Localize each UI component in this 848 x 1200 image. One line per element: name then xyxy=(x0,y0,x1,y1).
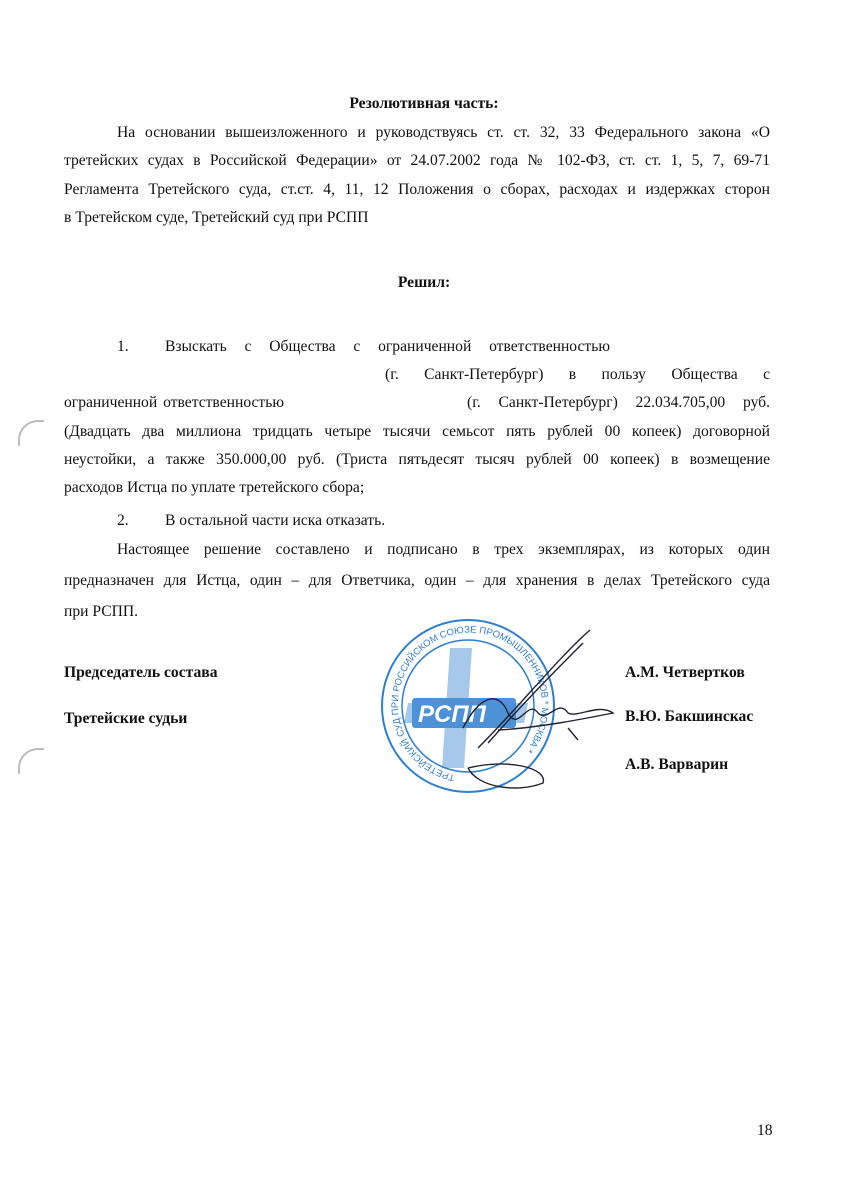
intro-line: На основании вышеизложенного и руководствуясь ст. ст. 32, 33 Федерального закона «О xyxy=(117,124,770,141)
signatory-name: А.В. Варварин xyxy=(625,756,729,773)
svg-text:ТРЕТЕЙСКИЙ СУД ПРИ РОССИЙСКОМ: ТРЕТЕЙСКИЙ СУД ПРИ РОССИЙСКОМ СОЮЗЕ ПРОМЫШЛЕННИКОВ * МОСКВА * xyxy=(389,624,551,783)
section-title: Резолютивная часть: xyxy=(349,95,499,112)
item-number: 1. xyxy=(117,338,129,355)
page-number: 18 xyxy=(757,1122,773,1139)
signatory-name: В.Ю. Бакшинскас xyxy=(625,708,754,725)
chair-label: Председатель состава xyxy=(64,664,218,681)
item1-line: (Двадцать два миллиона тридцать четыре тысячи семьсот пять рублей 00 копеек) договорной xyxy=(64,423,770,440)
closing-line: при РСПП. xyxy=(64,603,139,620)
closing-line: Настоящее решение составлено и подписано в трех экземплярах, из которых один xyxy=(117,541,770,558)
scan-punch-mark xyxy=(18,420,44,446)
scan-punch-mark xyxy=(18,748,44,774)
decided-title: Решил: xyxy=(397,274,451,291)
intro-line: в Третейском суде, Третейский суд при РСПП xyxy=(64,209,369,226)
intro-line: Регламента Третейского суда, ст.ст. 4, 11, 12 Положения о сборах, расходах и издержках сторон xyxy=(64,181,770,198)
item1-line: ограниченной ответственностью xyxy=(64,394,285,411)
item1-line: (г. Санкт-Петербург) 22.034.705,00 руб. xyxy=(467,394,770,411)
item1-line: Взыскать с Общества с ограниченной ответственностью xyxy=(165,338,610,355)
svg-text:РСПП: РСПП xyxy=(418,701,486,728)
item2-text: В остальной части иска отказать. xyxy=(165,512,386,529)
judges-label: Третейские судьи xyxy=(64,710,188,727)
intro-line: третейских судах в Российской Федерации» от 24.07.2002 года № 102-ФЗ, ст. ст. 1, 5, 7, 69-71 xyxy=(64,152,770,169)
item-number: 2. xyxy=(117,512,129,529)
signatory-name: А.М. Четвертков xyxy=(625,664,745,681)
item1-line: (г. Санкт-Петербург) в пользу Общества с xyxy=(385,366,770,383)
court-stamp-with-signatures xyxy=(368,618,628,808)
item1-line: неустойки, а также 350.000,00 руб. (Триста пятьдесят тысяч рублей 00 копеек) в возмещение xyxy=(64,451,770,468)
closing-line: предназначен для Истца, один – для Ответчика, один – для хранения в делах Третейского суда xyxy=(64,572,770,589)
item1-line: расходов Истца по уплате третейского сбора; xyxy=(64,479,365,496)
